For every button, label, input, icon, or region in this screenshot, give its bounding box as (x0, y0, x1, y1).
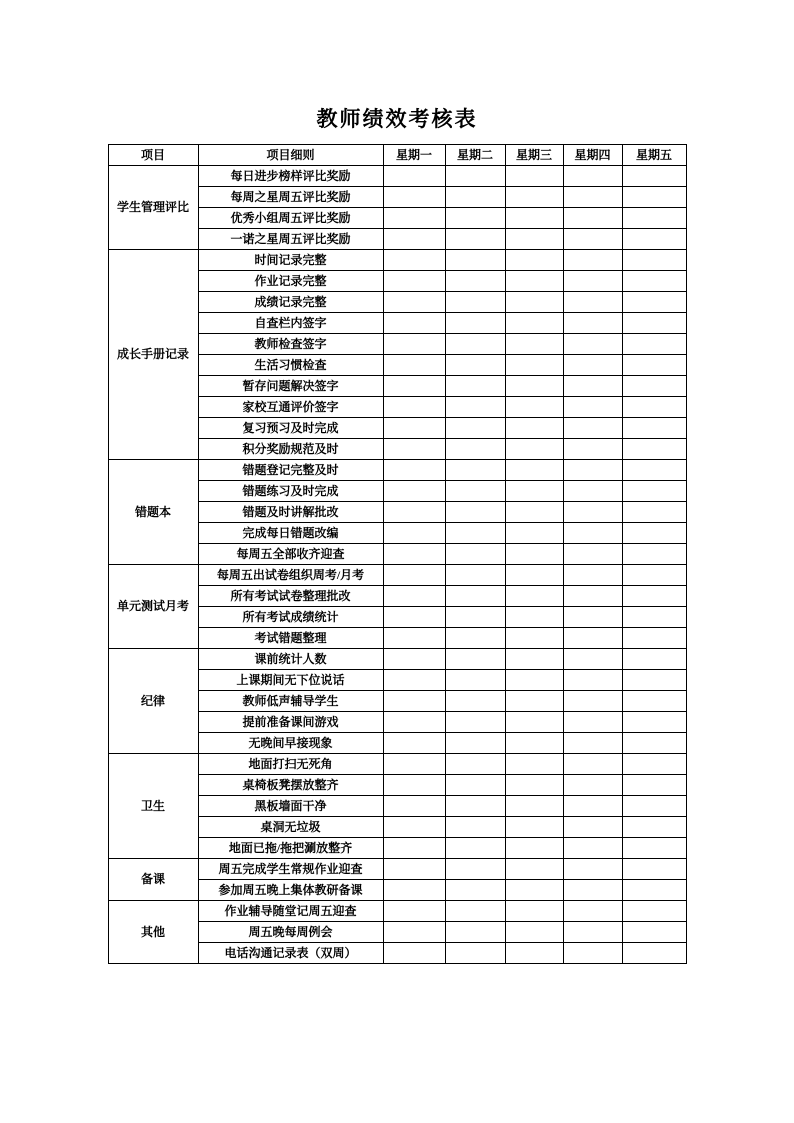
table-row (108, 859, 686, 880)
day-cell-empty (505, 586, 563, 607)
day-cell-empty (563, 544, 622, 565)
day-cell-empty (505, 208, 563, 229)
day-cell-empty (622, 670, 686, 691)
day-cell-empty (622, 859, 686, 880)
group-cell: 其他 (108, 901, 198, 964)
day-cell-empty (505, 166, 563, 187)
table-row (108, 754, 686, 775)
day-cell-empty (445, 817, 505, 838)
day-cell-empty (445, 565, 505, 586)
day-cell-empty (445, 292, 505, 313)
day-cell-empty (383, 502, 445, 523)
day-cell-empty (505, 649, 563, 670)
day-cell-empty (383, 229, 445, 250)
day-cell-empty (383, 208, 445, 229)
day-cell-empty (563, 292, 622, 313)
day-cell-empty (622, 439, 686, 460)
day-cell-empty (622, 187, 686, 208)
day-cell-empty (563, 943, 622, 964)
day-cell-empty (563, 481, 622, 502)
day-cell-empty (505, 880, 563, 901)
day-cell-empty (505, 817, 563, 838)
day-cell-empty (505, 943, 563, 964)
column-header: 星期五 (622, 145, 686, 166)
day-cell-empty (505, 481, 563, 502)
day-cell-empty (622, 943, 686, 964)
day-cell-empty (505, 292, 563, 313)
day-cell-empty (563, 733, 622, 754)
day-cell-empty (383, 166, 445, 187)
day-cell-empty (563, 817, 622, 838)
day-cell-empty (505, 670, 563, 691)
day-cell-empty (563, 523, 622, 544)
day-cell-empty (505, 733, 563, 754)
item-cell: 时间记录完整 (198, 250, 383, 271)
day-cell-empty (622, 628, 686, 649)
item-cell: 优秀小组周五评比奖励 (198, 208, 383, 229)
item-cell: 每周五出试卷组织周考/月考 (198, 565, 383, 586)
day-cell-empty (505, 460, 563, 481)
item-cell: 错题登记完整及时 (198, 460, 383, 481)
day-cell-empty (445, 166, 505, 187)
day-cell-empty (383, 628, 445, 649)
day-cell-empty (383, 544, 445, 565)
day-cell-empty (383, 187, 445, 208)
day-cell-empty (563, 586, 622, 607)
day-cell-empty (445, 313, 505, 334)
day-cell-empty (505, 523, 563, 544)
day-cell-empty (445, 943, 505, 964)
day-cell-empty (445, 670, 505, 691)
table-row (108, 649, 686, 670)
day-cell-empty (505, 439, 563, 460)
day-cell-empty (445, 439, 505, 460)
day-cell-empty (383, 565, 445, 586)
table-row (108, 565, 686, 586)
day-cell-empty (383, 292, 445, 313)
group-cell: 纪律 (108, 649, 198, 754)
day-cell-empty (622, 712, 686, 733)
day-cell-empty (383, 313, 445, 334)
day-cell-empty (563, 355, 622, 376)
day-cell-empty (383, 607, 445, 628)
group-cell: 卫生 (108, 754, 198, 859)
day-cell-empty (445, 796, 505, 817)
item-cell: 自查栏内签字 (198, 313, 383, 334)
day-cell-empty (383, 838, 445, 859)
day-cell-empty (505, 544, 563, 565)
column-header: 项目 (108, 145, 198, 166)
day-cell-empty (563, 649, 622, 670)
assessment-table (108, 144, 687, 964)
day-cell-empty (505, 502, 563, 523)
item-cell: 每周五全部收齐迎查 (198, 544, 383, 565)
day-cell-empty (505, 418, 563, 439)
day-cell-empty (622, 376, 686, 397)
item-cell: 参加周五晚上集体教研备课 (198, 880, 383, 901)
item-cell: 生活习惯检查 (198, 355, 383, 376)
item-cell: 所有考试成绩统计 (198, 607, 383, 628)
day-cell-empty (445, 628, 505, 649)
page-title: 教师绩效考核表 (316, 107, 478, 131)
day-cell-empty (445, 376, 505, 397)
day-cell-empty (563, 250, 622, 271)
day-cell-empty (445, 838, 505, 859)
item-cell: 作业辅导随堂记周五迎查 (198, 901, 383, 922)
day-cell-empty (622, 838, 686, 859)
item-cell: 一诺之星周五评比奖励 (198, 229, 383, 250)
day-cell-empty (622, 292, 686, 313)
day-cell-empty (383, 586, 445, 607)
group-cell: 备课 (108, 859, 198, 901)
day-cell-empty (445, 481, 505, 502)
day-cell-empty (563, 397, 622, 418)
day-cell-empty (383, 523, 445, 544)
day-cell-empty (445, 586, 505, 607)
day-cell-empty (383, 250, 445, 271)
day-cell-empty (505, 565, 563, 586)
item-cell: 复习预习及时完成 (198, 418, 383, 439)
day-cell-empty (383, 922, 445, 943)
day-cell-empty (563, 502, 622, 523)
day-cell-empty (563, 187, 622, 208)
day-cell-empty (383, 754, 445, 775)
day-cell-empty (505, 271, 563, 292)
day-cell-empty (383, 691, 445, 712)
item-cell: 周五完成学生常规作业迎查 (198, 859, 383, 880)
day-cell-empty (622, 733, 686, 754)
item-cell: 桌椅板凳摆放整齐 (198, 775, 383, 796)
day-cell-empty (445, 901, 505, 922)
day-cell-empty (622, 460, 686, 481)
day-cell-empty (505, 628, 563, 649)
day-cell-empty (622, 754, 686, 775)
day-cell-empty (505, 250, 563, 271)
day-cell-empty (622, 250, 686, 271)
day-cell-empty (383, 439, 445, 460)
day-cell-empty (563, 670, 622, 691)
item-cell: 错题及时讲解批改 (198, 502, 383, 523)
day-cell-empty (563, 880, 622, 901)
day-cell-empty (505, 334, 563, 355)
day-cell-empty (445, 460, 505, 481)
group-cell: 单元测试月考 (108, 565, 198, 649)
day-cell-empty (383, 460, 445, 481)
day-cell-empty (563, 922, 622, 943)
item-cell: 周五晚每周例会 (198, 922, 383, 943)
day-cell-empty (622, 649, 686, 670)
day-cell-empty (445, 187, 505, 208)
column-header: 星期三 (505, 145, 563, 166)
day-cell-empty (505, 607, 563, 628)
day-cell-empty (622, 397, 686, 418)
item-cell: 提前准备课间游戏 (198, 712, 383, 733)
day-cell-empty (622, 880, 686, 901)
item-cell: 桌洞无垃圾 (198, 817, 383, 838)
day-cell-empty (505, 838, 563, 859)
day-cell-empty (505, 922, 563, 943)
item-cell: 成绩记录完整 (198, 292, 383, 313)
column-header: 星期四 (563, 145, 622, 166)
day-cell-empty (622, 229, 686, 250)
item-cell: 黑板墙面干净 (198, 796, 383, 817)
day-cell-empty (445, 775, 505, 796)
day-cell-empty (563, 628, 622, 649)
column-header: 星期二 (445, 145, 505, 166)
group-cell: 成长手册记录 (108, 250, 198, 460)
day-cell-empty (622, 523, 686, 544)
day-cell-empty (383, 775, 445, 796)
day-cell-empty (622, 271, 686, 292)
day-cell-empty (445, 397, 505, 418)
column-header: 星期一 (383, 145, 445, 166)
day-cell-empty (563, 439, 622, 460)
day-cell-empty (445, 607, 505, 628)
day-cell-empty (445, 229, 505, 250)
item-cell: 教师检查签字 (198, 334, 383, 355)
day-cell-empty (445, 880, 505, 901)
day-cell-empty (505, 313, 563, 334)
table-row (108, 901, 686, 922)
day-cell-empty (622, 817, 686, 838)
day-cell-empty (622, 565, 686, 586)
item-cell: 考试错题整理 (198, 628, 383, 649)
day-cell-empty (622, 796, 686, 817)
day-cell-empty (445, 649, 505, 670)
item-cell: 上课期间无下位说话 (198, 670, 383, 691)
day-cell-empty (505, 754, 563, 775)
day-cell-empty (505, 355, 563, 376)
item-cell: 教师低声辅导学生 (198, 691, 383, 712)
day-cell-empty (383, 418, 445, 439)
table-header-row (108, 145, 686, 166)
day-cell-empty (622, 481, 686, 502)
table-row (108, 460, 686, 481)
day-cell-empty (505, 712, 563, 733)
column-header: 项目细则 (198, 145, 383, 166)
day-cell-empty (383, 712, 445, 733)
day-cell-empty (445, 712, 505, 733)
day-cell-empty (383, 880, 445, 901)
day-cell-empty (563, 376, 622, 397)
day-cell-empty (622, 166, 686, 187)
day-cell-empty (505, 901, 563, 922)
item-cell: 课前统计人数 (198, 649, 383, 670)
item-cell: 积分奖励规范及时 (198, 439, 383, 460)
day-cell-empty (445, 418, 505, 439)
day-cell-empty (445, 208, 505, 229)
day-cell-empty (622, 775, 686, 796)
day-cell-empty (383, 271, 445, 292)
item-cell: 每日进步榜样评比奖励 (198, 166, 383, 187)
day-cell-empty (563, 208, 622, 229)
day-cell-empty (383, 901, 445, 922)
day-cell-empty (383, 334, 445, 355)
day-cell-empty (563, 418, 622, 439)
day-cell-empty (383, 733, 445, 754)
table-row (108, 166, 686, 187)
day-cell-empty (563, 796, 622, 817)
day-cell-empty (622, 313, 686, 334)
day-cell-empty (505, 691, 563, 712)
day-cell-empty (505, 397, 563, 418)
group-cell: 学生管理评比 (108, 166, 198, 250)
day-cell-empty (383, 376, 445, 397)
day-cell-empty (445, 355, 505, 376)
day-cell-empty (622, 502, 686, 523)
item-cell: 每周之星周五评比奖励 (198, 187, 383, 208)
item-cell: 地面已拖/拖把涮放整齐 (198, 838, 383, 859)
day-cell-empty (445, 271, 505, 292)
day-cell-empty (563, 565, 622, 586)
day-cell-empty (563, 901, 622, 922)
day-cell-empty (563, 313, 622, 334)
day-cell-empty (563, 166, 622, 187)
day-cell-empty (505, 229, 563, 250)
day-cell-empty (383, 355, 445, 376)
day-cell-empty (563, 334, 622, 355)
item-cell: 地面打扫无死角 (198, 754, 383, 775)
day-cell-empty (563, 859, 622, 880)
item-cell: 完成每日错题改编 (198, 523, 383, 544)
day-cell-empty (445, 250, 505, 271)
day-cell-empty (445, 691, 505, 712)
day-cell-empty (445, 544, 505, 565)
day-cell-empty (563, 754, 622, 775)
day-cell-empty (383, 649, 445, 670)
day-cell-empty (445, 859, 505, 880)
day-cell-empty (563, 607, 622, 628)
group-cell: 错题本 (108, 460, 198, 565)
item-cell: 暂存问题解决签字 (198, 376, 383, 397)
day-cell-empty (383, 481, 445, 502)
day-cell-empty (505, 187, 563, 208)
day-cell-empty (445, 523, 505, 544)
day-cell-empty (622, 586, 686, 607)
day-cell-empty (445, 733, 505, 754)
day-cell-empty (563, 229, 622, 250)
day-cell-empty (622, 334, 686, 355)
day-cell-empty (383, 859, 445, 880)
day-cell-empty (383, 796, 445, 817)
day-cell-empty (622, 208, 686, 229)
item-cell: 家校互通评价签字 (198, 397, 383, 418)
day-cell-empty (563, 271, 622, 292)
day-cell-empty (383, 943, 445, 964)
day-cell-empty (505, 376, 563, 397)
day-cell-empty (383, 397, 445, 418)
day-cell-empty (622, 607, 686, 628)
item-cell: 作业记录完整 (198, 271, 383, 292)
day-cell-empty (563, 460, 622, 481)
item-cell: 电话沟通记录表（双周） (198, 943, 383, 964)
item-cell: 无晚间早接现象 (198, 733, 383, 754)
day-cell-empty (445, 502, 505, 523)
day-cell-empty (622, 418, 686, 439)
day-cell-empty (505, 796, 563, 817)
day-cell-empty (622, 355, 686, 376)
table-row (108, 250, 686, 271)
day-cell-empty (383, 817, 445, 838)
day-cell-empty (563, 775, 622, 796)
day-cell-empty (563, 838, 622, 859)
day-cell-empty (622, 544, 686, 565)
item-cell: 所有考试试卷整理批改 (198, 586, 383, 607)
day-cell-empty (622, 901, 686, 922)
day-cell-empty (622, 922, 686, 943)
day-cell-empty (563, 712, 622, 733)
day-cell-empty (563, 691, 622, 712)
day-cell-empty (505, 775, 563, 796)
day-cell-empty (505, 859, 563, 880)
day-cell-empty (445, 922, 505, 943)
day-cell-empty (383, 670, 445, 691)
item-cell: 错题练习及时完成 (198, 481, 383, 502)
day-cell-empty (622, 691, 686, 712)
day-cell-empty (445, 334, 505, 355)
day-cell-empty (445, 754, 505, 775)
